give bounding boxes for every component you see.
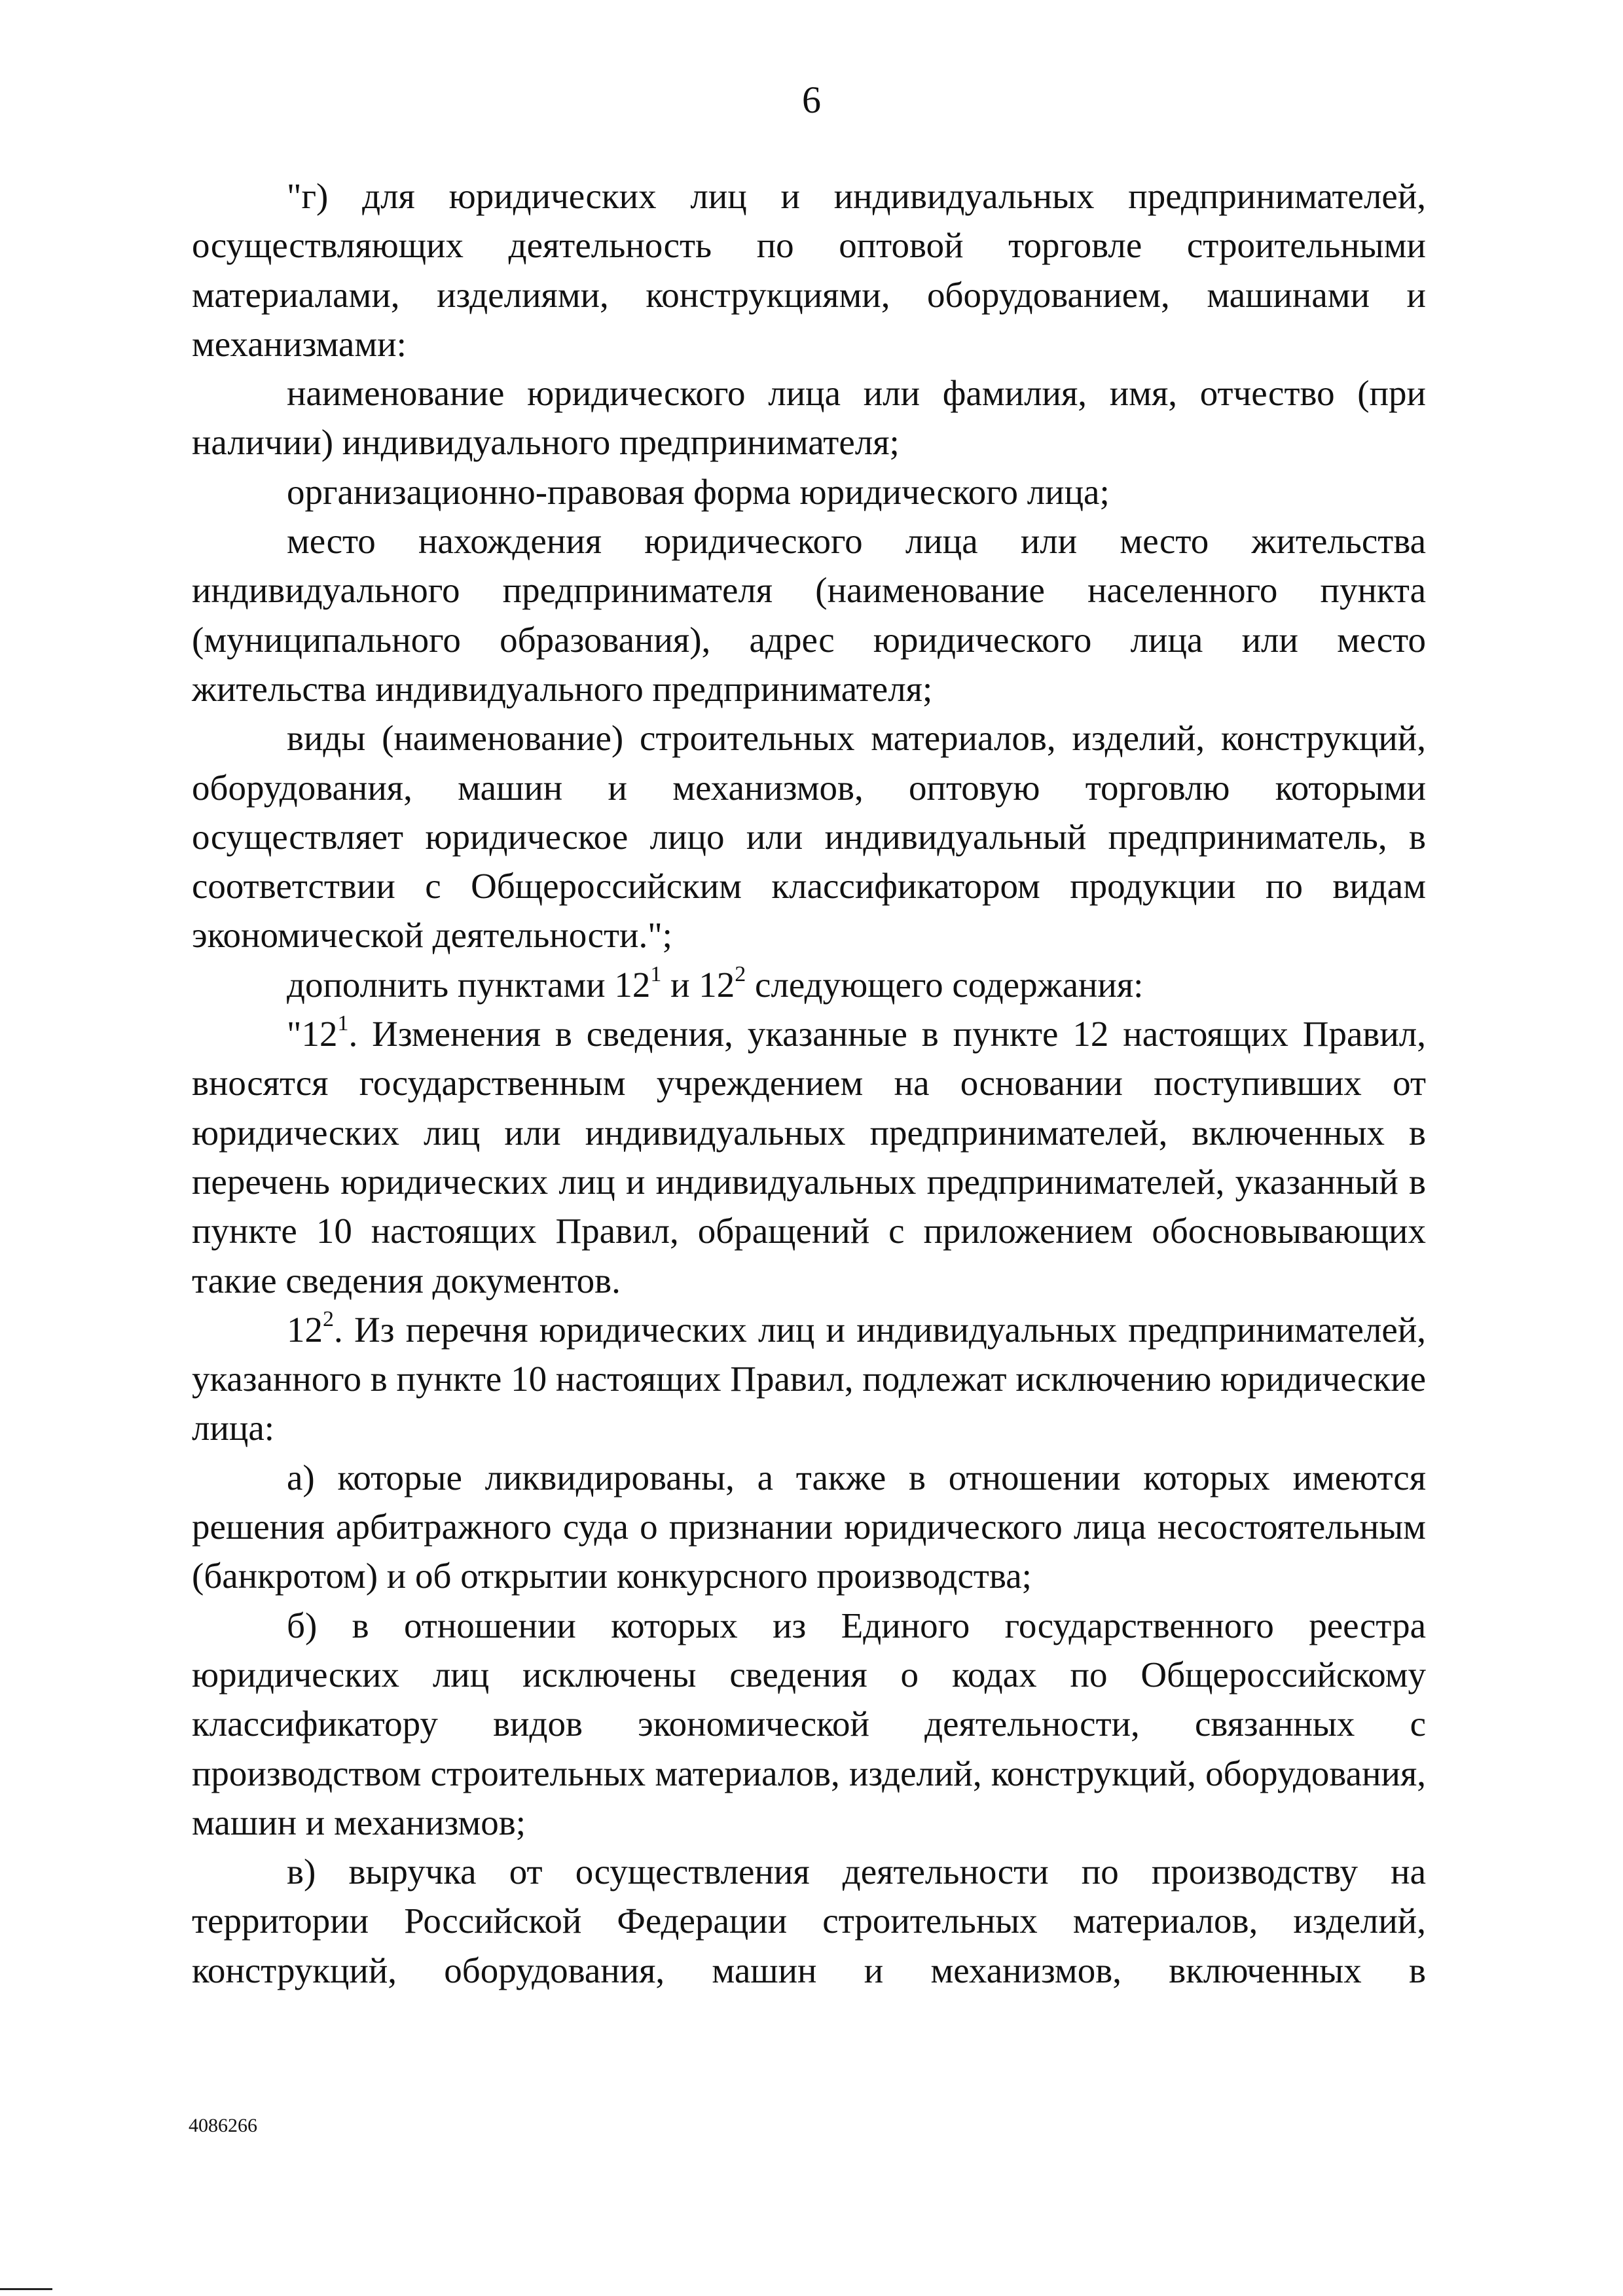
paragraph-item-g: "г) для юридических лиц и индивидуальных предпринимателей, осуществляющих деятельность по оптовой торговле строительными материалами, изделиями, конструкциями, оборудованием, машинами и механизмами: bbox=[192, 176, 1426, 364]
clause-12-1-text: . Изменения в сведения, указанные в пункте 12 настоящих Правил, вносятся государственным учреждением на основании поступивших от юридических лиц или индивидуальных предпринимателей, включенных в перечень юридических лиц и индивидуальных предпринимателей, указанный в пункте 10 настоящих Правил, обращений с приложением обосновывающих такие сведения документов. bbox=[192, 1014, 1426, 1300]
paragraph-12-2 bbox=[192, 1305, 1426, 1453]
paragraph-amendment bbox=[192, 960, 1426, 1009]
amendment-sup-2: 2 bbox=[735, 961, 746, 986]
paragraph-name: наименование юридического лица или фамилия, имя, отчество (при наличии) индивидуального предпринимателя; bbox=[192, 373, 1426, 463]
paragraph-types: виды (наименование) строительных материалов, изделий, конструкций, оборудования, машин и механизмов, оптовую торговлю которыми осуществляет юридическое лицо или индивидуальный предприниматель, в соответствии с Общероссийским классификатором продукции по видам экономической деятельности."; bbox=[192, 718, 1426, 956]
clause-12-1-sup: 1 bbox=[337, 1011, 349, 1036]
paragraph-location: место нахождения юридического лица или место жительства индивидуального предпринимателя (наименование населенного пункта (муниципального образования), адрес юридического лица или место жительства индивидуального предпринимателя; bbox=[192, 521, 1426, 709]
clause-12-2-number: 12 bbox=[287, 1309, 323, 1350]
document-code: 4086266 bbox=[189, 2115, 257, 2136]
paragraph-legal-form: организационно-правовая форма юридического лица; bbox=[287, 471, 1110, 512]
paragraph-item-v: в) выручка от осуществления деятельности по производству на территории Российской Федерации строительных материалов, изделий, конструкций, оборудования, машин и механизмов, включенных в bbox=[192, 1852, 1426, 1990]
clause-12-2-text: . Из перечня юридических лиц и индивидуальных предпринимателей, указанного в пункте 10 настоящих Правил, подлежат исключению юридические лица: bbox=[192, 1309, 1426, 1448]
page-number: 6 bbox=[802, 79, 821, 121]
amendment-text-before: дополнить пунктами 12 bbox=[287, 964, 651, 1005]
corner-mark bbox=[0, 2288, 52, 2290]
document-body bbox=[192, 171, 1426, 1995]
amendment-sup-1: 1 bbox=[650, 961, 662, 986]
paragraph-12-1 bbox=[192, 1009, 1426, 1305]
clause-12-2-sup: 2 bbox=[323, 1306, 334, 1331]
amendment-text-middle: и 12 bbox=[661, 964, 735, 1005]
paragraph-item-b: б) в отношении которых из Единого государственного реестра юридических лиц исключены сведения о кодах по Общероссийскому классификатору видов экономической деятельности, связанных с производством строительных материалов, изделий, конструкций, оборудования, машин и механизмов; bbox=[192, 1605, 1426, 1842]
amendment-text-after: следующего содержания: bbox=[746, 964, 1144, 1005]
clause-12-1-number: "12 bbox=[287, 1014, 338, 1054]
paragraph-item-a: а) которые ликвидированы, а также в отношении которых имеются решения арбитражного суда о признании юридического лица несостоятельным (банкротом) и об открытии конкурсного производства; bbox=[192, 1457, 1426, 1596]
